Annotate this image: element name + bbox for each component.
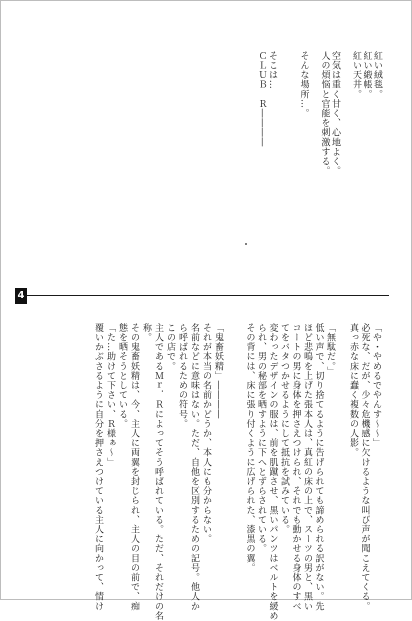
opening-text-block (256, 51, 382, 201)
text-line: 覆いかぶさるように自分を押さえつけている主人に向かって、情け (93, 323, 103, 611)
text-line: 紅い絨毯。 (372, 51, 382, 99)
text-line: ＣＬＵＢ Ｒ―――― (256, 51, 267, 147)
text-line (340, 51, 351, 201)
text-line: 態を晒そうとしている。 (117, 323, 127, 429)
text-line: てをバタつかせるようにして抵抗を試みている。 (279, 323, 289, 535)
text-line (277, 51, 288, 201)
scan-speck (245, 243, 247, 245)
text-line (309, 51, 320, 201)
page-number: 4 (15, 288, 27, 304)
text-line: 「や・やめるでやんす～～」 (371, 323, 381, 448)
text-line: 必死な、だが、少々危機感に欠けるような叫び声が聞こえてくる。 (359, 323, 370, 611)
text-line: 称。 (141, 323, 151, 343)
text-line: 空気は重く甘く、心地よく。 (330, 51, 340, 176)
text-line: 名前などに意味はない。ただ、自他を区別するための記号。他人か (189, 323, 199, 611)
text-line: 真っ赤な床に蠢く複数の人影。 (348, 323, 358, 458)
text-line: そんな場所…。 (298, 51, 309, 119)
text-line (335, 323, 347, 603)
text-line: 主人であるＭｒ．Ｒによってそう呼ばれている。ただ、それだけの名 (153, 323, 163, 621)
body-text-right (243, 323, 381, 621)
text-line: その背には、床に張り付くように広げられた、漆黒の翼。 (244, 323, 255, 573)
text-line: 人の煩悩と官能を刺激する。 (319, 51, 330, 176)
text-line (288, 51, 299, 201)
text-line: この店で。 (165, 323, 175, 371)
text-line: られ、男の秘部を晒すように下へとずらされている。 (256, 323, 266, 554)
text-line: それが本当の名前かどうか、本人にも分からない。 (201, 323, 211, 544)
text-line: その鬼畜妖精は、今、主人に両翼を封じられ、主人の目の前で、痴 (129, 323, 139, 611)
text-line: 「鬼畜妖精」―――― (213, 323, 223, 419)
text-line: 紅い緞帳。 (361, 51, 372, 99)
text-line: コートの男に身体を押さえつけられ、それでも動かせる身体のすべ (290, 323, 301, 611)
page-rule (27, 295, 389, 296)
text-line: 「た…助けて下さい、Ｒ様ぁ～」 (105, 323, 115, 467)
text-line: ら呼ばれるための符号。 (177, 323, 187, 429)
text-line: 変わったデザインの服は、前を肌蹴させ、黒いパンツはベルトを緩め (267, 323, 278, 621)
text-line: ほど悲鳴を上げた張本人は、真紅の床の上で、スーツの男と、黒い (302, 323, 312, 611)
text-line: 低い声で、切り捨てるように告げられても諦められる訳がない。先 (313, 323, 324, 611)
text-line: 「無駄だ。」 (325, 323, 335, 377)
body-text-left (91, 323, 223, 621)
text-line: 紅い天井。 (351, 51, 361, 99)
text-line: そこは… (267, 51, 277, 90)
